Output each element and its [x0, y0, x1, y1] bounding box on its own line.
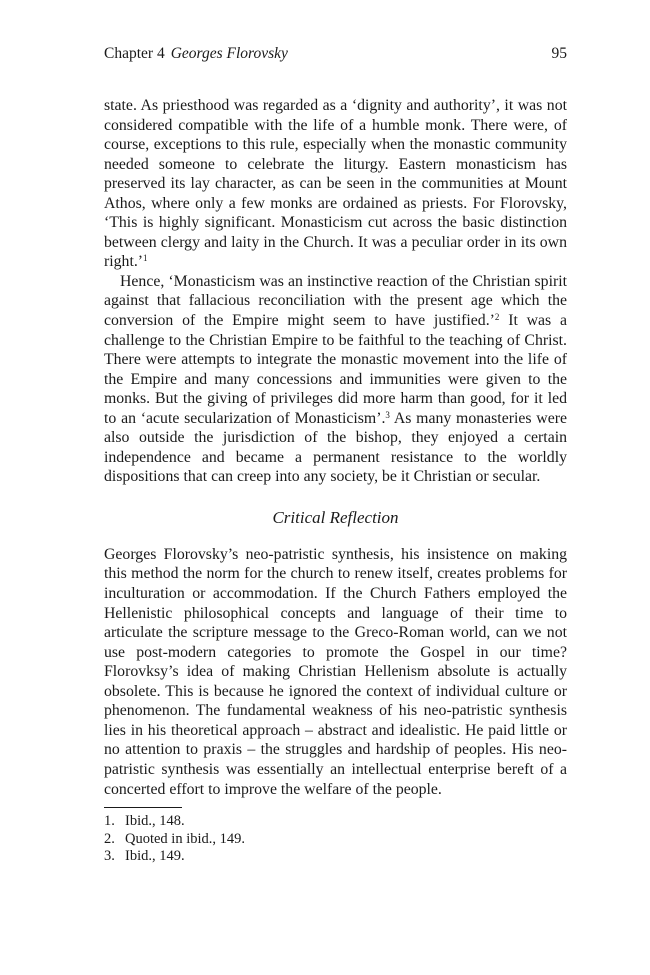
footnote-text: Ibid., 148.	[125, 813, 185, 830]
footnote-2	[104, 831, 567, 849]
footnote-number: 1.	[104, 813, 115, 830]
footnote-text: Quoted in ibid., 149.	[125, 830, 246, 847]
paragraph-text: Hence, ‘Monasticism was an instinctive reaction of the Christian spirit against that fallacious reconciliation with the present age which the conversion of the Empire might seem to have justified.’	[104, 272, 567, 330]
section-heading: Critical Reflection	[272, 507, 399, 527]
footnote-ref-2[interactable]: 2	[494, 312, 500, 323]
body-text	[104, 96, 567, 866]
chapter-heading	[104, 44, 288, 64]
footnote-ref-3[interactable]: 3	[385, 409, 390, 420]
paragraph-3: Georges Florovsky’s neo-patristic synthesis, his insistence on making this method the norm for the church to renew itself, creates problems for inculturation or accommodation. If the Church Fathers employed the Hellenistic philosophical concepts and language of their time to articulate the scripture message to the Greco-Roman world, can we not use post-modern categories to promote the Gospel in our time? Florovksy’s idea of making Christian Hellenism absolute is actually obsolete. This is because he ignored the context of individual culture or phenomenon. The fundamental weakness of his neo-patristic synthesis lies in his theoretical approach – abstract and idealistic. He paid little or no attention to praxis – the struggles and hardship of peoples. His neo-patristic synthesis was essentially an intellectual enterprise bereft of a concerted effort to improve the welfare of the people.	[104, 545, 567, 798]
footnote-text: Ibid., 149.	[125, 848, 185, 865]
footnote-number: 2.	[104, 830, 115, 847]
page-number: 95	[551, 45, 567, 62]
paragraph-text: As many monasteries were also outside the jurisdiction of the bishop, they enjoyed a certain independence and became a permanent resistance to the worldly dispositions that can creep into any society, be it Christian or secular.	[104, 409, 567, 486]
paragraph-text: It was a challenge to the Christian Empire to be faithful to the teaching of Christ. There were attempts to integrate the monastic movement into the life of the Empire and many concessions and immunities were given to the monks. But the giving of privileges did more harm than good, for it led to an ‘acute secularization of Monasticism’.	[104, 312, 567, 427]
footnote-ref-1[interactable]: 1	[143, 253, 148, 264]
paragraph-text: state. As priesthood was regarded as a ‘dignity and authority’, it was not considered compatible with the life of a humble monk. There were, of course, exceptions to this rule, especially when the monastic community needed someone to celebrate the liturgy. Eastern monasticism has preserved its lay character, as can be seen in the communities at Mount Athos, where only a few monks are ordained as priests. For Florovsky, ‘This is highly significant. Monasticism cut across the basic distinction between clergy and laity in the Church. It was a peculiar order in its own right.’	[104, 97, 567, 271]
footnotes	[104, 813, 567, 866]
footnote-number: 3.	[104, 848, 115, 865]
footnote-1	[104, 813, 567, 831]
chapter-title: Georges Florovsky	[170, 45, 288, 62]
paragraph-2	[104, 272, 567, 487]
running-header	[104, 44, 567, 64]
footnote-divider	[104, 807, 182, 808]
footnote-3	[104, 848, 567, 866]
chapter-label: Chapter 4	[104, 45, 165, 62]
paragraph-1	[104, 96, 567, 272]
